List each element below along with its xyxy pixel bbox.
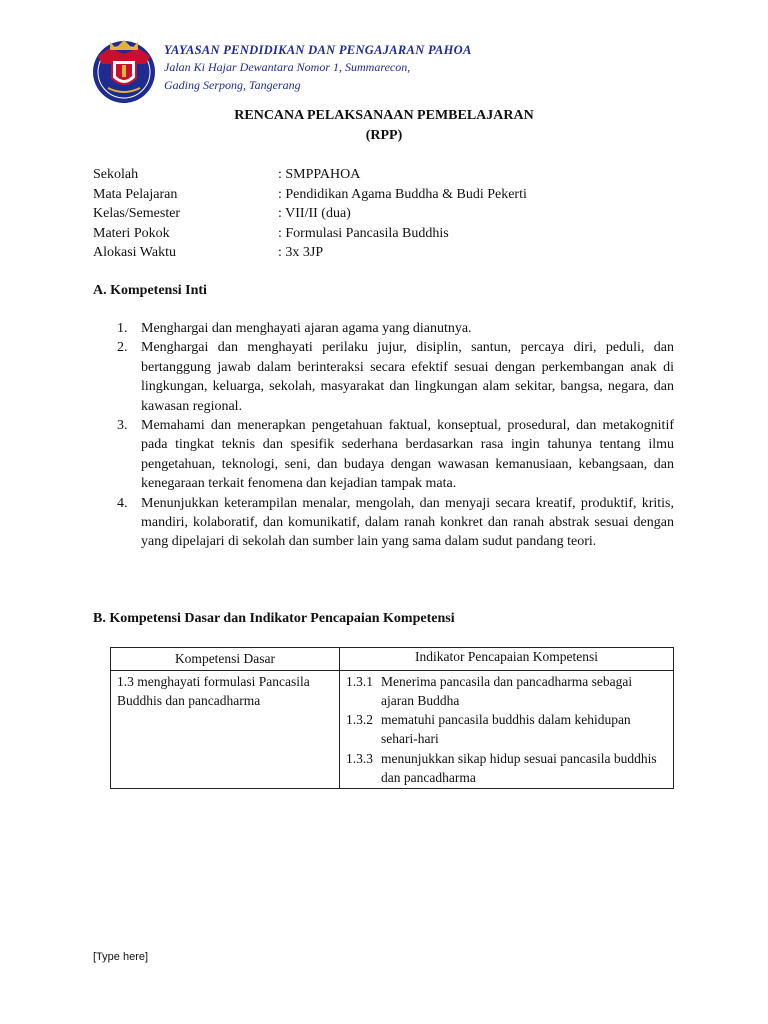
list-item xyxy=(117,338,674,416)
document-title: RENCANA PELAKSANAAN PEMBELAJARAN xyxy=(234,108,534,123)
core-competency-list xyxy=(117,319,674,552)
table-header-indicators: Indikator Pencapaian Kompetensi xyxy=(340,648,674,671)
organization-address-line1: Jalan Ki Hajar Dewantara Nomor 1, Summarecon, xyxy=(164,60,411,74)
indicator-text: mematuhi pancasila buddhis dalam kehidupan sehari-hari xyxy=(381,712,631,747)
indicator-number: 1.3.1 xyxy=(346,673,373,689)
list-item-text: Menunjukkan keterampilan menalar, mengolah, dan menyaji secara kreatif, produktif, kritis, mandiri, kolaboratif, dan komunikatif, dalam ranah konkret dan ranah abstrak sesuai dengan yang dipelajari di sekolah dan sumber lain yang sama dalam sudut pandang teori. xyxy=(141,495,674,550)
indicator-number: 1.3.3 xyxy=(346,750,373,766)
info-value: : 3x 3JP xyxy=(278,245,324,260)
info-value: : Formulasi Pancasila Buddhis xyxy=(278,225,449,241)
list-item-number: 1. xyxy=(117,321,128,336)
list-item xyxy=(117,319,674,338)
list-item-text: Menghargai dan menghayati ajaran agama yang dianutnya. xyxy=(141,321,472,336)
indicator-item xyxy=(346,672,667,711)
info-value: : Pendidikan Agama Buddha & Budi Pekerti xyxy=(278,186,527,202)
table-header-row xyxy=(111,648,674,671)
list-item xyxy=(117,494,674,552)
indicator-text: Menerima pancasila dan pancadharma sebagai ajaran Buddha xyxy=(381,673,633,708)
table-header-basic-competency: Kompetensi Dasar xyxy=(111,648,340,671)
info-block xyxy=(93,165,527,263)
basic-competency-cell: 1.3 menghayati formulasi Pancasila Buddhis dan pancadharma xyxy=(111,670,340,789)
indicator-number: 1.3.2 xyxy=(346,712,373,728)
list-item-number: 4. xyxy=(117,495,128,511)
document-subtitle: (RPP) xyxy=(365,128,403,143)
section-a-heading: A. Kompetensi Inti xyxy=(93,283,207,298)
info-row-school xyxy=(93,165,527,185)
info-value: : SMPPAHOA xyxy=(278,167,361,182)
list-item-number: 2. xyxy=(117,340,128,356)
table-row xyxy=(111,670,674,789)
section-b-heading: B. Kompetensi Dasar dan Indikator Pencapaian Kompetensi xyxy=(93,611,455,626)
info-label: Sekolah xyxy=(93,167,139,182)
info-row-topic xyxy=(93,224,527,244)
indicator-item xyxy=(346,749,667,788)
competency-table xyxy=(110,647,674,789)
info-row-time-allocation xyxy=(93,243,527,263)
organization-name: YAYASAN PENDIDIKAN DAN PENGAJARAN PAHOA xyxy=(164,43,472,57)
info-label: Alokasi Waktu xyxy=(93,245,176,260)
list-item xyxy=(117,416,674,494)
info-label: Materi Pokok xyxy=(93,225,170,241)
info-value: : VII/II (dua) xyxy=(278,206,351,221)
info-row-class-semester xyxy=(93,204,527,224)
organization-header xyxy=(164,42,472,94)
info-label: Kelas/Semester xyxy=(93,206,181,221)
info-label: Mata Pelajaran xyxy=(93,186,178,202)
indicators-cell xyxy=(340,670,674,789)
list-item-text: Menghargai dan menghayati perilaku jujur, disiplin, santun, percaya diri, peduli, dan bertanggung jawab dalam berinteraksi secara efektif sesuai dengan perkembangan anak di lingkungan, keluarga, sekolah, masyarakat dan lingkungan alam sekitar, bangsa, negara, dan kawasan regional. xyxy=(141,340,674,414)
list-item-text: Memahami dan menerapkan pengetahuan faktual, konseptual, prosedural, dan metakognitif pada tingkat teknis dan spesifik sederhana berdasarkan rasa ingin tahunya tentang ilmu pengetahuan, teknologi, seni, dan budaya dengan wawasan kemanusiaan, kebangsaan, dan kenegaraan terkait fenomena dan kejadian tampak mata. xyxy=(141,418,674,492)
school-crest-logo xyxy=(88,34,160,106)
indicator-item xyxy=(346,710,667,749)
footer-placeholder[interactable]: [Type here] xyxy=(93,951,149,963)
info-row-subject xyxy=(93,185,527,205)
list-item-number: 3. xyxy=(117,418,128,434)
indicator-text: menunjukkan sikap hidup sesuai pancasila buddhis dan pancadharma xyxy=(381,750,657,785)
organization-address-line2: Gading Serpong, Tangerang xyxy=(164,78,301,92)
